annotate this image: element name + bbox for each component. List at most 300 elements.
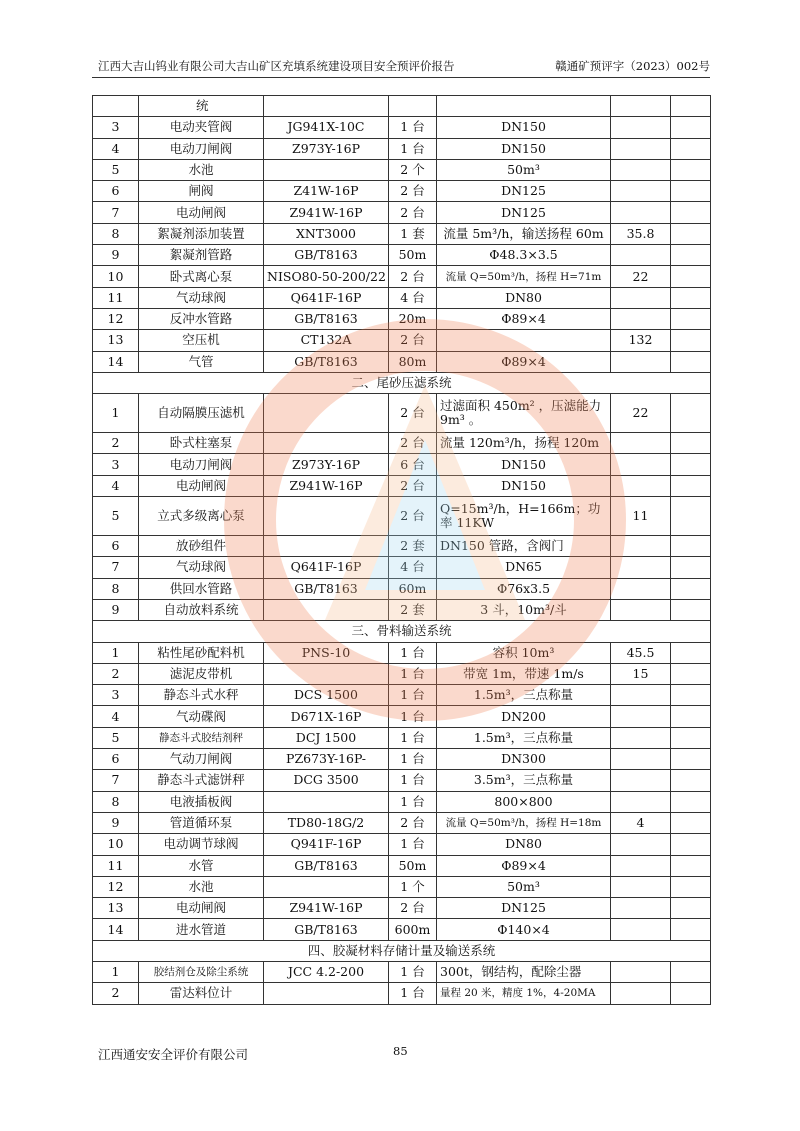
- quantity-cell: 1 台: [389, 642, 437, 663]
- equipment-name-cell: 卧式柱塞泵: [139, 433, 264, 454]
- power-cell: 4: [611, 812, 671, 833]
- power-cell: 132: [611, 330, 671, 351]
- power-cell: [611, 727, 671, 748]
- equipment-name-cell: 滤泥皮带机: [139, 663, 264, 684]
- remarks-cell: [671, 770, 711, 791]
- power-cell: [611, 138, 671, 159]
- equipment-name-cell: 雷达料位计: [139, 983, 264, 1004]
- item-number-cell: 6: [93, 536, 139, 557]
- remarks-cell: [671, 96, 711, 117]
- remarks-cell: [671, 266, 711, 287]
- equipment-name-cell: 电动闸阀: [139, 202, 264, 223]
- page-number: 85: [393, 1044, 408, 1058]
- quantity-cell: 60m: [389, 578, 437, 599]
- remarks-cell: [671, 855, 711, 876]
- equipment-name-cell: 粘性尾砂配料机: [139, 642, 264, 663]
- item-number-cell: 5: [93, 727, 139, 748]
- remarks-cell: [671, 812, 711, 833]
- item-number-cell: 9: [93, 812, 139, 833]
- power-cell: [611, 791, 671, 812]
- power-cell: 15: [611, 663, 671, 684]
- remarks-cell: [671, 876, 711, 897]
- quantity-cell: 1 台: [389, 117, 437, 138]
- model-spec-cell: PZ673Y-16P-: [264, 749, 389, 770]
- table-row: [93, 727, 711, 748]
- item-number-cell: 1: [93, 961, 139, 982]
- equipment-name-cell: 放砂组件: [139, 536, 264, 557]
- power-cell: 35.8: [611, 223, 671, 244]
- power-cell: [611, 578, 671, 599]
- item-number-cell: 6: [93, 181, 139, 202]
- parameters-cell: DN150: [437, 138, 611, 159]
- power-cell: [611, 599, 671, 620]
- parameters-cell: Φ89×4: [437, 351, 611, 372]
- quantity-cell: 1 台: [389, 983, 437, 1004]
- quantity-cell: 2 台: [389, 181, 437, 202]
- remarks-cell: [671, 351, 711, 372]
- equipment-name-cell: 水池: [139, 159, 264, 180]
- item-number-cell: 12: [93, 876, 139, 897]
- model-spec-cell: DCS 1500: [264, 685, 389, 706]
- equipment-name-cell: 胶结剂仓及除尘系统: [139, 961, 264, 982]
- parameters-cell: 3.5m³，三点称量: [437, 770, 611, 791]
- model-spec-cell: GB/T8163: [264, 351, 389, 372]
- remarks-cell: [671, 599, 711, 620]
- remarks-cell: [671, 983, 711, 1004]
- model-spec-cell: GB/T8163: [264, 245, 389, 266]
- model-spec-cell: Q941F-16P: [264, 834, 389, 855]
- power-cell: [611, 454, 671, 475]
- parameters-cell: DN65: [437, 557, 611, 578]
- page-header: [98, 58, 710, 76]
- table-row: [93, 454, 711, 475]
- remarks-cell: [671, 642, 711, 663]
- model-spec-cell: CT132A: [264, 330, 389, 351]
- equipment-name-cell: 电动夹管阀: [139, 117, 264, 138]
- remarks-cell: [671, 749, 711, 770]
- item-number-cell: 8: [93, 578, 139, 599]
- parameters-cell: 流量 120m³/h，扬程 120m: [437, 433, 611, 454]
- quantity-cell: 2 套: [389, 536, 437, 557]
- table-row: [93, 138, 711, 159]
- item-number-cell: 13: [93, 330, 139, 351]
- parameters-cell: 流量 5m³/h，输送扬程 60m: [437, 223, 611, 244]
- equipment-name-cell: 电液插板阀: [139, 791, 264, 812]
- equipment-name-cell: 气动刀闸阀: [139, 749, 264, 770]
- parameters-cell: 容积 10m³: [437, 642, 611, 663]
- power-cell: [611, 308, 671, 329]
- table-row: [93, 394, 711, 433]
- parameters-cell: 3 斗，10m³/斗: [437, 599, 611, 620]
- quantity-cell: 80m: [389, 351, 437, 372]
- equipment-name-cell: 电动闸阀: [139, 475, 264, 496]
- remarks-cell: [671, 181, 711, 202]
- parameters-cell: 过滤面积 450m² ，压滤能力 9m³ 。: [437, 394, 611, 433]
- model-spec-cell: GB/T8163: [264, 308, 389, 329]
- table-row: [93, 961, 711, 982]
- model-spec-cell: TD80-18G/2: [264, 812, 389, 833]
- power-cell: [611, 770, 671, 791]
- power-cell: [611, 983, 671, 1004]
- item-number-cell: [93, 96, 139, 117]
- model-spec-cell: PNS-10: [264, 642, 389, 663]
- item-number-cell: 7: [93, 202, 139, 223]
- power-cell: [611, 245, 671, 266]
- power-cell: [611, 961, 671, 982]
- quantity-cell: 1 台: [389, 791, 437, 812]
- power-cell: [611, 749, 671, 770]
- table-row: [93, 223, 711, 244]
- power-cell: [611, 536, 671, 557]
- quantity-cell: 2 台: [389, 898, 437, 919]
- quantity-cell: 1 台: [389, 663, 437, 684]
- item-number-cell: 3: [93, 454, 139, 475]
- table-row: [93, 475, 711, 496]
- power-cell: [611, 181, 671, 202]
- item-number-cell: 3: [93, 117, 139, 138]
- section-title: 三、骨料输送系统: [93, 621, 711, 642]
- model-spec-cell: XNT3000: [264, 223, 389, 244]
- parameters-cell: 50m³: [437, 159, 611, 180]
- remarks-cell: [671, 834, 711, 855]
- parameters-cell: 800×800: [437, 791, 611, 812]
- model-spec-cell: NISO80-50-200/22: [264, 266, 389, 287]
- item-number-cell: 12: [93, 308, 139, 329]
- parameters-cell: 1.5m³，三点称量: [437, 727, 611, 748]
- remarks-cell: [671, 433, 711, 454]
- quantity-cell: 1 台: [389, 834, 437, 855]
- parameters-cell: 流量 Q=50m³/h，扬程 H=18m: [437, 812, 611, 833]
- item-number-cell: 4: [93, 138, 139, 159]
- equipment-name-cell: 电动刀闸阀: [139, 454, 264, 475]
- table-row: [93, 812, 711, 833]
- table-row: [93, 706, 711, 727]
- table-row: [93, 266, 711, 287]
- item-number-cell: 13: [93, 898, 139, 919]
- item-number-cell: 11: [93, 287, 139, 308]
- parameters-cell: 流量 Q=50m³/h，扬程 H=71m: [437, 266, 611, 287]
- remarks-cell: [671, 791, 711, 812]
- parameters-cell: DN150: [437, 454, 611, 475]
- model-spec-cell: GB/T8163: [264, 855, 389, 876]
- equipment-name-cell: 絮凝剂管路: [139, 245, 264, 266]
- item-number-cell: 7: [93, 770, 139, 791]
- model-spec-cell: [264, 663, 389, 684]
- equipment-name-cell: 静态斗式水秤: [139, 685, 264, 706]
- table-row: [93, 330, 711, 351]
- section-header-row: [93, 372, 711, 393]
- parameters-cell: Φ89×4: [437, 308, 611, 329]
- item-number-cell: 9: [93, 599, 139, 620]
- item-number-cell: 8: [93, 223, 139, 244]
- parameters-cell: Φ140×4: [437, 919, 611, 940]
- remarks-cell: [671, 138, 711, 159]
- remarks-cell: [671, 898, 711, 919]
- equipment-name-cell: 卧式离心泵: [139, 266, 264, 287]
- quantity-cell: 1 台: [389, 138, 437, 159]
- quantity-cell: 50m: [389, 855, 437, 876]
- equipment-name-cell: 自动隔膜压滤机: [139, 394, 264, 433]
- document-number: 赣通矿预评字（2023）002号: [555, 59, 710, 73]
- model-spec-cell: GB/T8163: [264, 919, 389, 940]
- table-row: [93, 685, 711, 706]
- power-cell: [611, 475, 671, 496]
- item-number-cell: 14: [93, 351, 139, 372]
- model-spec-cell: JCC 4.2-200: [264, 961, 389, 982]
- model-spec-cell: [264, 599, 389, 620]
- parameters-cell: DN300: [437, 749, 611, 770]
- model-spec-cell: JG941X-10C: [264, 117, 389, 138]
- table-row: [93, 919, 711, 940]
- power-cell: [611, 898, 671, 919]
- parameters-cell: DN150 管路，含阀门: [437, 536, 611, 557]
- equipment-name-cell: 气动球阀: [139, 287, 264, 308]
- equipment-name-cell: 气管: [139, 351, 264, 372]
- parameters-cell: Φ76x3.5: [437, 578, 611, 599]
- quantity-cell: 6 台: [389, 454, 437, 475]
- item-number-cell: 4: [93, 706, 139, 727]
- report-title: 江西大吉山钨业有限公司大吉山矿区充填系统建设项目安全预评价报告: [98, 59, 455, 73]
- table-row: [93, 159, 711, 180]
- equipment-name-cell: 静态斗式胶结剂秤: [139, 727, 264, 748]
- item-number-cell: 11: [93, 855, 139, 876]
- quantity-cell: 20m: [389, 308, 437, 329]
- power-cell: [611, 706, 671, 727]
- table-row: [93, 497, 711, 536]
- power-cell: 22: [611, 394, 671, 433]
- quantity-cell: 2 台: [389, 812, 437, 833]
- remarks-cell: [671, 497, 711, 536]
- model-spec-cell: [264, 159, 389, 180]
- power-cell: [611, 117, 671, 138]
- power-cell: [611, 159, 671, 180]
- remarks-cell: [671, 727, 711, 748]
- remarks-cell: [671, 202, 711, 223]
- equipment-name-cell: 气动球阀: [139, 557, 264, 578]
- power-cell: [611, 96, 671, 117]
- model-spec-cell: [264, 536, 389, 557]
- parameters-cell: DN80: [437, 834, 611, 855]
- table-row: [93, 834, 711, 855]
- model-spec-cell: Z973Y-16P: [264, 138, 389, 159]
- equipment-name-cell: 进水管道: [139, 919, 264, 940]
- quantity-cell: 4 台: [389, 557, 437, 578]
- quantity-cell: 2 台: [389, 266, 437, 287]
- model-spec-cell: [264, 96, 389, 117]
- model-spec-cell: Z973Y-16P: [264, 454, 389, 475]
- item-number-cell: 10: [93, 266, 139, 287]
- table-row: [93, 96, 711, 117]
- table-row: [93, 983, 711, 1004]
- table-row: [93, 642, 711, 663]
- table-row: [93, 308, 711, 329]
- power-cell: [611, 834, 671, 855]
- parameters-cell: [437, 330, 611, 351]
- equipment-name-cell: 电动刀闸阀: [139, 138, 264, 159]
- remarks-cell: [671, 287, 711, 308]
- quantity-cell: 2 台: [389, 202, 437, 223]
- quantity-cell: 4 台: [389, 287, 437, 308]
- remarks-cell: [671, 223, 711, 244]
- quantity-cell: 2 个: [389, 159, 437, 180]
- parameters-cell: Φ48.3×3.5: [437, 245, 611, 266]
- item-number-cell: 6: [93, 749, 139, 770]
- remarks-cell: [671, 330, 711, 351]
- parameters-cell: 1.5m³，三点称量: [437, 685, 611, 706]
- section-title: 二、尾砂压滤系统: [93, 372, 711, 393]
- remarks-cell: [671, 961, 711, 982]
- quantity-cell: 1 套: [389, 223, 437, 244]
- parameters-cell: DN125: [437, 181, 611, 202]
- table-row: [93, 599, 711, 620]
- table-row: [93, 791, 711, 812]
- remarks-cell: [671, 454, 711, 475]
- parameters-cell: Q=15m³/h，H=166m；功率 11KW: [437, 497, 611, 536]
- parameters-cell: Φ89×4: [437, 855, 611, 876]
- model-spec-cell: Z941W-16P: [264, 475, 389, 496]
- remarks-cell: [671, 919, 711, 940]
- item-number-cell: 2: [93, 433, 139, 454]
- item-number-cell: 1: [93, 642, 139, 663]
- power-cell: [611, 876, 671, 897]
- model-spec-cell: [264, 983, 389, 1004]
- quantity-cell: 2 台: [389, 394, 437, 433]
- quantity-cell: 1 个: [389, 876, 437, 897]
- parameters-cell: 300t，钢结构，配除尘器: [437, 961, 611, 982]
- parameters-cell: DN125: [437, 202, 611, 223]
- power-cell: 11: [611, 497, 671, 536]
- equipment-name-cell: 絮凝剂添加装置: [139, 223, 264, 244]
- remarks-cell: [671, 159, 711, 180]
- equipment-name-cell: 闸阀: [139, 181, 264, 202]
- quantity-cell: 1 台: [389, 685, 437, 706]
- power-cell: [611, 351, 671, 372]
- quantity-cell: 1 台: [389, 961, 437, 982]
- remarks-cell: [671, 706, 711, 727]
- parameters-cell: DN125: [437, 898, 611, 919]
- model-spec-cell: [264, 394, 389, 433]
- power-cell: [611, 287, 671, 308]
- equipment-name-cell: 水池: [139, 876, 264, 897]
- table-row: [93, 202, 711, 223]
- quantity-cell: 2 台: [389, 433, 437, 454]
- item-number-cell: 5: [93, 497, 139, 536]
- model-spec-cell: [264, 791, 389, 812]
- model-spec-cell: Z941W-16P: [264, 898, 389, 919]
- section-title: 四、胶凝材料存储计量及输送系统: [93, 940, 711, 961]
- model-spec-cell: GB/T8163: [264, 578, 389, 599]
- item-number-cell: 4: [93, 475, 139, 496]
- remarks-cell: [671, 394, 711, 433]
- item-number-cell: 9: [93, 245, 139, 266]
- equipment-name-cell: 管道循环泵: [139, 812, 264, 833]
- parameters-cell: DN150: [437, 475, 611, 496]
- table-row: [93, 855, 711, 876]
- section-header-row: [93, 621, 711, 642]
- equipment-name-cell: 立式多级离心泵: [139, 497, 264, 536]
- model-spec-cell: Z41W-16P: [264, 181, 389, 202]
- item-number-cell: 8: [93, 791, 139, 812]
- table-row: [93, 181, 711, 202]
- quantity-cell: 1 台: [389, 706, 437, 727]
- remarks-cell: [671, 557, 711, 578]
- quantity-cell: 50m: [389, 245, 437, 266]
- power-cell: [611, 433, 671, 454]
- model-spec-cell: Q641F-16P: [264, 287, 389, 308]
- quantity-cell: 2 台: [389, 475, 437, 496]
- table-row: [93, 663, 711, 684]
- parameters-cell: 量程 20 米，精度 1%，4-20MA: [437, 983, 611, 1004]
- equipment-name-cell: 电动调节球阀: [139, 834, 264, 855]
- item-number-cell: 7: [93, 557, 139, 578]
- quantity-cell: 1 台: [389, 749, 437, 770]
- power-cell: [611, 202, 671, 223]
- remarks-cell: [671, 663, 711, 684]
- equipment-name-cell: 供回水管路: [139, 578, 264, 599]
- equipment-name-cell: 空压机: [139, 330, 264, 351]
- equipment-name-cell: 静态斗式滤饼秤: [139, 770, 264, 791]
- quantity-cell: 2 台: [389, 497, 437, 536]
- quantity-cell: 1 台: [389, 727, 437, 748]
- table-row: [93, 770, 711, 791]
- equipment-name-cell: 反冲水管路: [139, 308, 264, 329]
- parameters-cell: DN150: [437, 117, 611, 138]
- model-spec-cell: [264, 433, 389, 454]
- model-spec-cell: D671X-16P: [264, 706, 389, 727]
- power-cell: [611, 855, 671, 876]
- power-cell: [611, 557, 671, 578]
- power-cell: [611, 685, 671, 706]
- power-cell: 45.5: [611, 642, 671, 663]
- remarks-cell: [671, 578, 711, 599]
- equipment-name-cell: 自动放料系统: [139, 599, 264, 620]
- model-spec-cell: DCG 3500: [264, 770, 389, 791]
- section-header-row: [93, 940, 711, 961]
- table-row: [93, 536, 711, 557]
- quantity-cell: 600m: [389, 919, 437, 940]
- remarks-cell: [671, 536, 711, 557]
- item-number-cell: 1: [93, 394, 139, 433]
- table-row: [93, 876, 711, 897]
- remarks-cell: [671, 475, 711, 496]
- remarks-cell: [671, 308, 711, 329]
- footer-company: 江西通安安全评价有限公司: [98, 1047, 249, 1062]
- quantity-cell: [389, 96, 437, 117]
- equipment-name-cell: 电动闸阀: [139, 898, 264, 919]
- table-row: [93, 578, 711, 599]
- parameters-cell: DN200: [437, 706, 611, 727]
- quantity-cell: 2 台: [389, 330, 437, 351]
- quantity-cell: 2 套: [389, 599, 437, 620]
- remarks-cell: [671, 685, 711, 706]
- parameters-cell: 带宽 1m，带速 1m/s: [437, 663, 611, 684]
- equipment-table: [92, 95, 711, 1005]
- parameters-cell: DN80: [437, 287, 611, 308]
- table-row: [93, 898, 711, 919]
- parameters-cell: 50m³: [437, 876, 611, 897]
- item-number-cell: 14: [93, 919, 139, 940]
- remarks-cell: [671, 245, 711, 266]
- table-row: [93, 117, 711, 138]
- table-row: [93, 433, 711, 454]
- item-number-cell: 5: [93, 159, 139, 180]
- table-row: [93, 557, 711, 578]
- item-number-cell: 2: [93, 663, 139, 684]
- equipment-name-cell: 水管: [139, 855, 264, 876]
- equipment-name-cell: 气动碟阀: [139, 706, 264, 727]
- quantity-cell: 1 台: [389, 770, 437, 791]
- table-row: [93, 245, 711, 266]
